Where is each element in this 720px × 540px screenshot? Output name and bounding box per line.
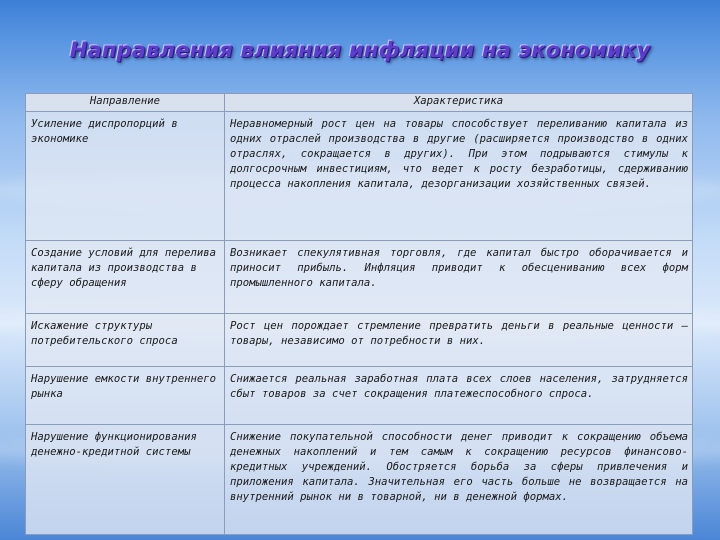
table-header-row	[26, 94, 693, 112]
row-description: Снижение покупательной способности денег приводит к сокращению объема денежных накоплений и тем самым к сокращению ресурсов финансово-кредитных учреждений. Обостряется борьба за сферы привлечения и приложения капитала. Значительная его часть больше не возвращается на внутренний рынок ни в товарной, ни в денежной формах.	[225, 425, 693, 535]
row-description: Рост цен порождает стремление превратить деньги в реальные ценности – товары, независимо от потребности в них.	[225, 314, 693, 367]
header-characteristic: Характеристика	[225, 94, 693, 112]
row-description: Неравномерный рост цен на товары способствует переливанию капитала из одних отраслей производства в другие (расширяется производство в одних отраслях, сокращается в других). При этом подрываются стимулы к долгосрочным инвестициям, что ведет к росту безработицы, сдерживанию процесса накопления капитала, дезорганизации хозяйственных связей.	[225, 112, 693, 241]
row-description: Снижается реальная заработная плата всех слоев населения, затрудняется сбыт товаров за счет сокращения платежеспособного спроса.	[225, 367, 693, 425]
table-row	[26, 241, 693, 314]
table-row	[26, 314, 693, 367]
row-direction: Нарушение емкости внутреннего рынка	[26, 367, 225, 425]
row-description: Возникает спекулятивная торговля, где капитал быстро оборачивается и приносит прибыль. Инфляция приводит к обесцениванию всех форм промышленного капитала.	[225, 241, 693, 314]
slide-title: Направления влияния инфляции на экономику	[69, 38, 651, 62]
table-row	[26, 367, 693, 425]
inflation-effects-table	[25, 93, 693, 535]
row-direction: Искажение структуры потребительского спроса	[26, 314, 225, 367]
table-row	[26, 425, 693, 535]
row-direction: Усиление диспропорций в экономике	[26, 112, 225, 241]
table-row	[26, 112, 693, 241]
row-direction: Нарушение функционирования денежно-кредитной системы	[26, 425, 225, 535]
row-direction: Создание условий для перелива капитала из производства в сферу обращения	[26, 241, 225, 314]
header-direction: Направление	[26, 94, 225, 112]
